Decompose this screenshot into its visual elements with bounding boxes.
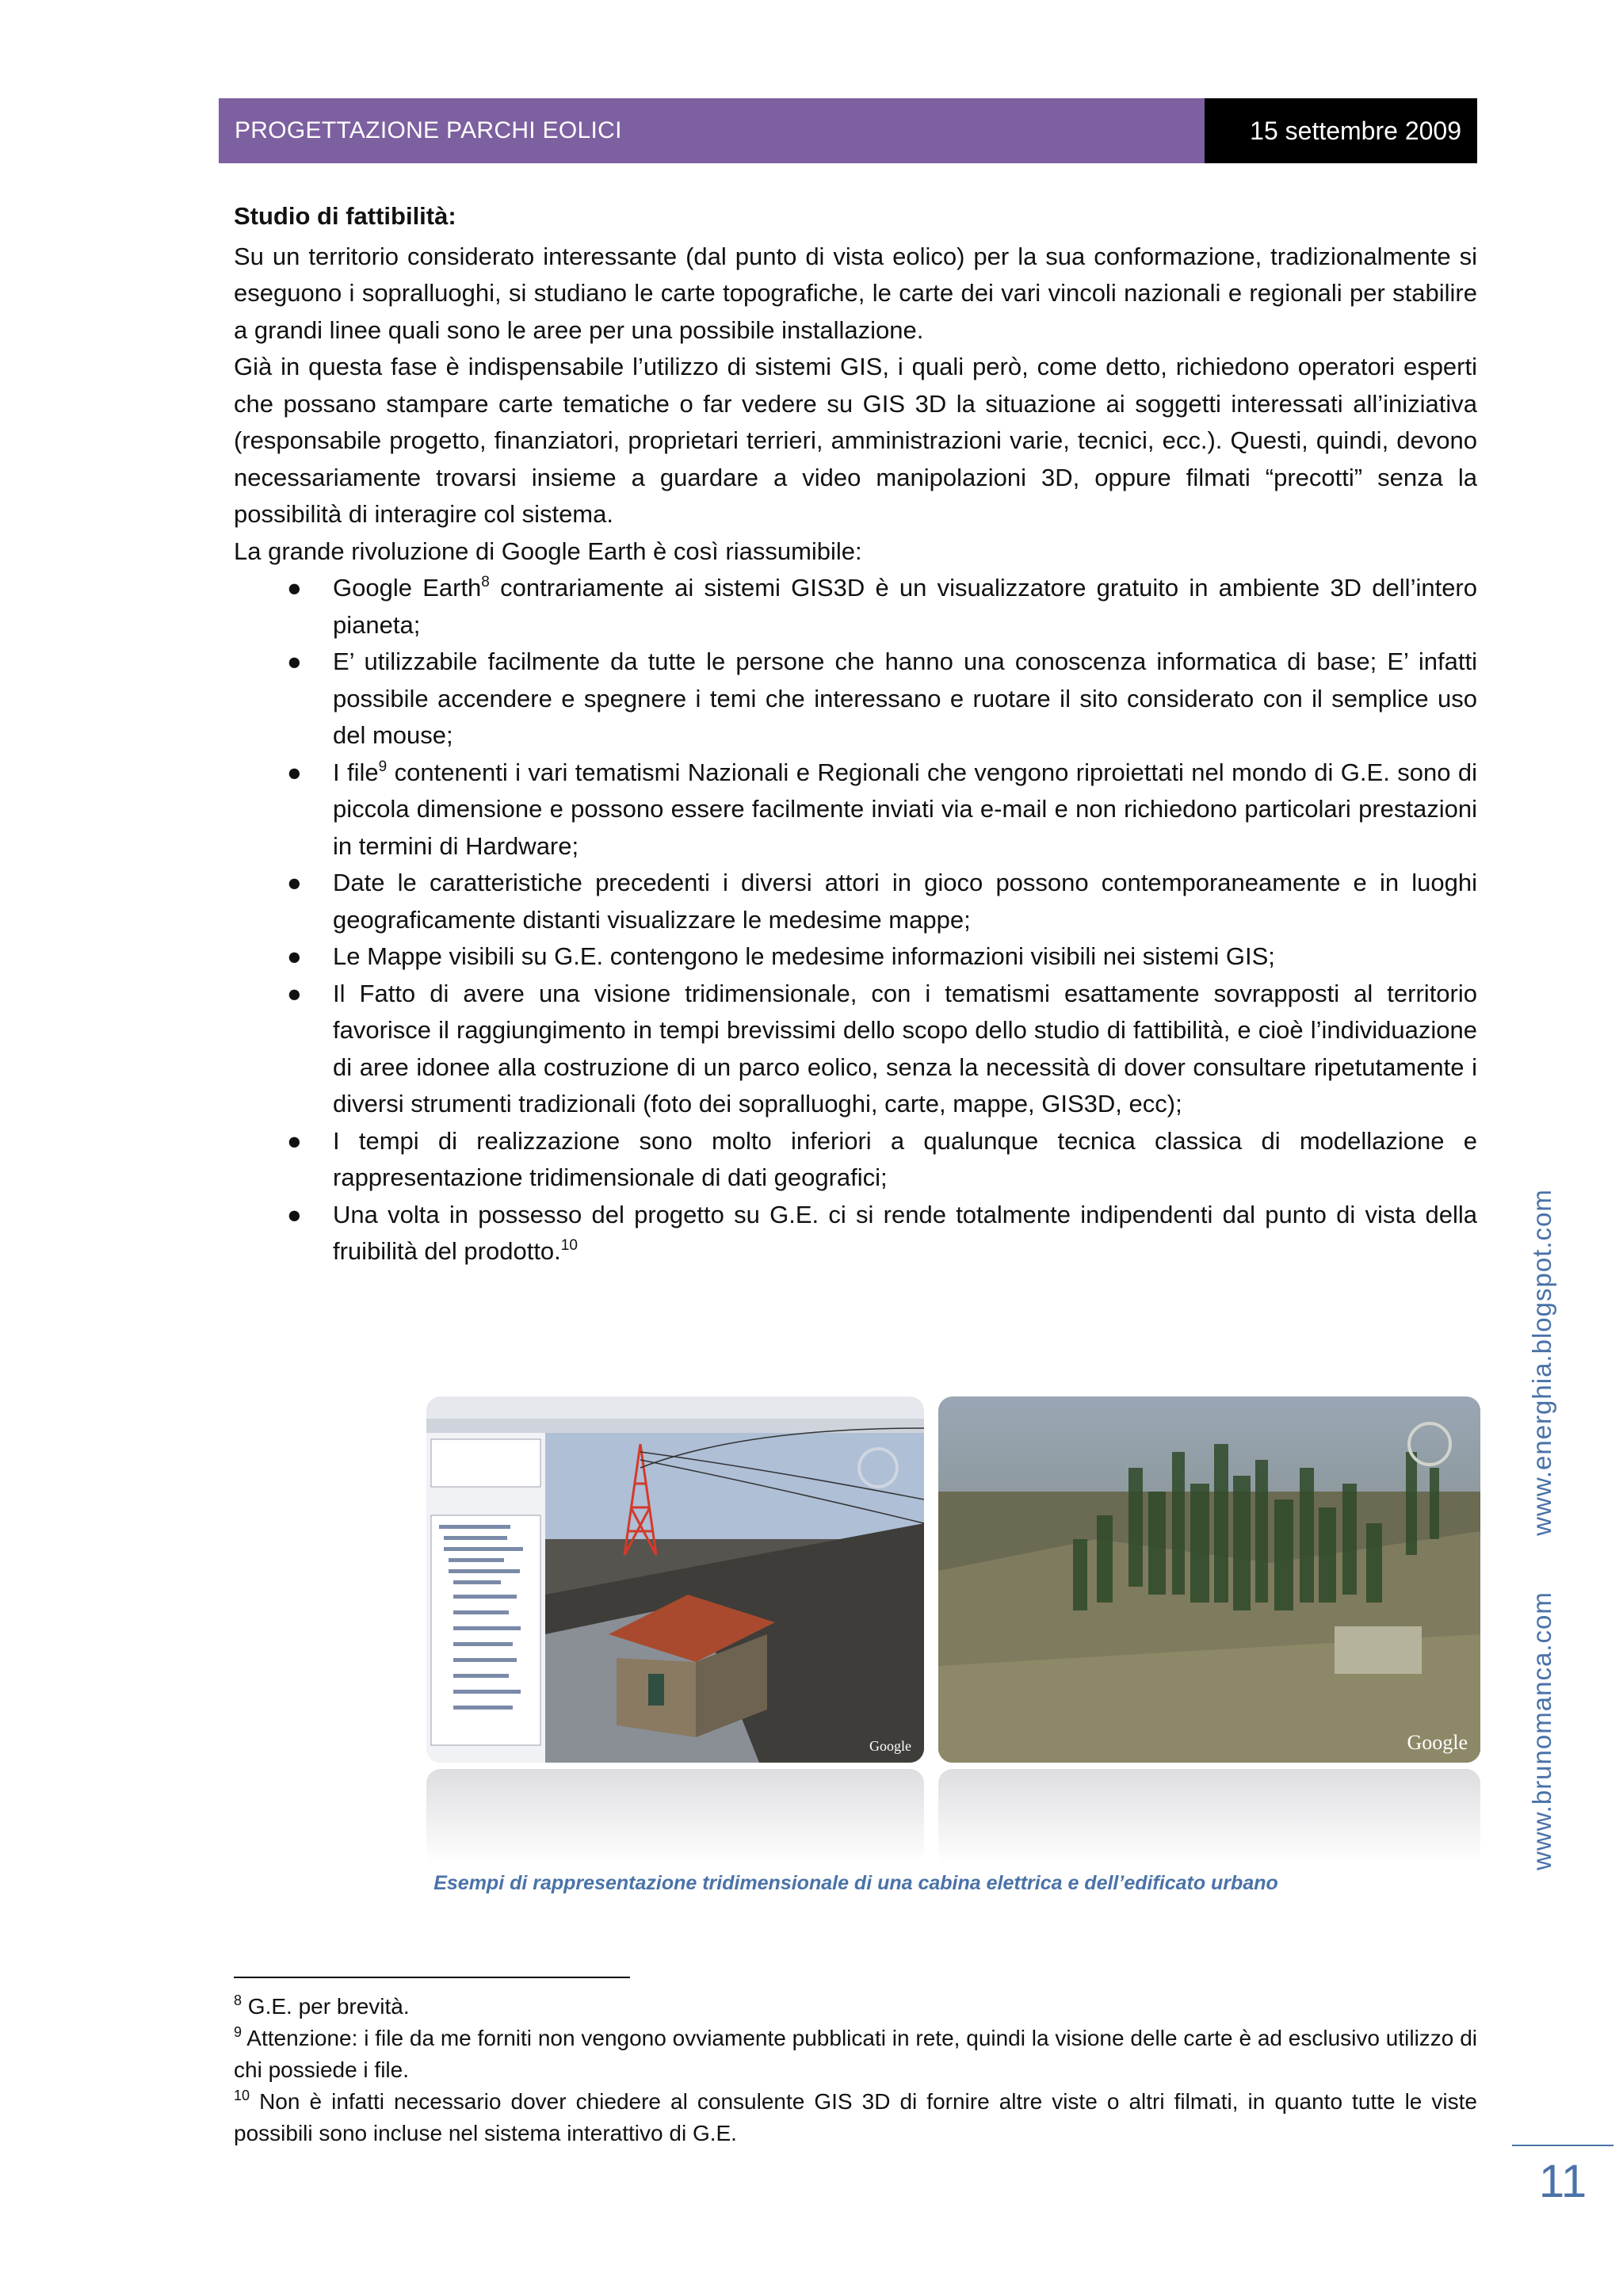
list-item: ● I file$^9$ contenenti i vari tematismi Nazionali e Regionali che vengono riproiettati nel mondo di G.E. sono di piccola dimensione e possono essere facilmente inviati via e-mail e non richiedono particolari prestazioni in termini di Hardware; [234, 755, 1477, 865]
google-watermark-right: Google [1407, 1731, 1468, 1754]
section-title: Studio di fattibilità: [234, 202, 456, 230]
cabin-scene-image [426, 1396, 924, 1763]
paragraph-1: Su un territorio considerato interessante (dal punto di vista eolico) per la sua conformazione, tradizionalmente si eseguono i sopralluoghi, si studiano le carte topografiche, le carte dei vari vincoli nazionali e regionali per stabilire a grandi linee quali sono le aree per una possibile installazione. [234, 242, 1477, 344]
bullet-icon: ● [287, 1200, 302, 1228]
bullet-icon: ● [287, 648, 302, 675]
bullet-icon: ● [287, 979, 302, 1007]
bullet-icon: ● [287, 758, 302, 786]
image-reflection-left [426, 1769, 924, 1864]
energhia-link[interactable]: www.energhia.blogspot.com [1527, 1189, 1556, 1536]
footnote-9: $^9$ Attenzione: i file da me forniti non vengono ovviamente pubblicati in rete, quindi la visione delle carte è ad esclusivo utilizzo di chi possiede i file. [234, 2024, 1477, 2082]
bullet-icon: ● [287, 942, 302, 970]
footnotes [234, 1991, 1477, 2149]
header-title: PROGETTAZIONE PARCHI EOLICI [219, 98, 1205, 163]
bullet-icon: ● [287, 869, 302, 896]
footnote-8: $^8$ G.E. per brevità. [234, 1992, 410, 2019]
image-reflection-right [938, 1769, 1480, 1864]
bullet-icon: ● [287, 574, 302, 602]
figure-caption: Esempi di rappresentazione tridimensionale di una cabina elettrica e dell’edificato urbano [433, 1872, 1278, 1894]
list-item: ● Una volta in possesso del progetto su G.E. ci si rende totalmente indipendenti dal punto di vista della fruibilità del prodotto.$^{10}$ [234, 1197, 1477, 1270]
list-item: ● Il Fatto di avere una visione tridimensionale, con i tematismi esattamente sovrapposti al territorio favorisce il raggiungimento in tempi brevissimi dello scopo dello studio di fattibilità, e cioè l’individuazione di aree idonee alla costruzione di un parco eolico, senza la necessità di dover consultare ripetutamente i diversi strumenti tradizionali (foto dei sopralluoghi, carte, mappe, GIS3D, ecc); [234, 976, 1477, 1123]
urban-scene-image [938, 1396, 1480, 1763]
page-header [219, 98, 1477, 163]
list-item: ● Le Mappe visibili su G.E. contengono le medesime informazioni visibili nei sistemi GIS; [234, 938, 1477, 976]
list-item: ● E’ utilizzabile facilmente da tutte le persone che hanno una conoscenza informatica di base; E’ infatti possibile accendere e spegnere i temi che interessano e ruotare il sito considerato con il semplice uso del mouse; [234, 644, 1477, 755]
footnote-10: $^{10}$ Non è infatti necessario dover chiedere al consulente GIS 3D di fornire altre viste o altri filmati, in quanto tutte le viste possibili sono incluse nel sistema interattivo di G.E. [234, 2088, 1477, 2145]
paragraph-2: Già in questa fase è indispensabile l’utilizzo di sistemi GIS, i quali però, come detto, richiedono operatori esperti che possano stampare carte tematiche o far vedere su GIS 3D la situazione ai soggetti interessati all’iniziativa (responsabile progetto, finanziatori, proprietari terrieri, amministrazioni varie, tecnici, ecc.). Questi, quindi, devono necessariamente trovarsi insieme a guardare a video manipolazioni 3D, oppure filmati “precotti” senza la possibilità di interagire col sistema. [234, 353, 1477, 528]
header-date: 15 settembre 2009 [1205, 98, 1477, 163]
side-website-links [1527, 1189, 1557, 1870]
footnote-ref[interactable]: 8 [481, 574, 490, 590]
footnote-ref[interactable]: 10 [560, 1237, 578, 1254]
figure-images [426, 1396, 1480, 1872]
main-content [234, 198, 1477, 1270]
bullet-list [234, 570, 1477, 1270]
page-number: 11 [1538, 2156, 1587, 2207]
brunomanca-link[interactable]: www.brunomanca.com [1527, 1591, 1556, 1870]
page-number-rule [1512, 2145, 1613, 2146]
paragraph-3: La grande rivoluzione di Google Earth è così riassumibile: [234, 537, 862, 565]
google-earth-cabin-screenshot [426, 1396, 924, 1763]
google-watermark-left: Google [869, 1738, 911, 1754]
list-item: ● Google Earth$^8$ contrariamente ai sistemi GIS3D è un visualizzatore gratuito in ambiente 3D dell’intero pianeta; [234, 570, 1477, 644]
footnote-divider [234, 1977, 630, 1978]
footnote-ref[interactable]: 9 [378, 758, 388, 775]
google-earth-urban-screenshot [938, 1396, 1480, 1763]
bullet-icon: ● [287, 1126, 302, 1155]
list-item: ● Date le caratteristiche precedenti i diversi attori in gioco possono contemporaneamente e in luoghi geograficamente distanti visualizzare le medesime mappe; [234, 865, 1477, 938]
list-item: ● I tempi di realizzazione sono molto inferiori a qualunque tecnica classica di modellazione e rappresentazione tridimensionale di dati geografici; [234, 1123, 1477, 1197]
